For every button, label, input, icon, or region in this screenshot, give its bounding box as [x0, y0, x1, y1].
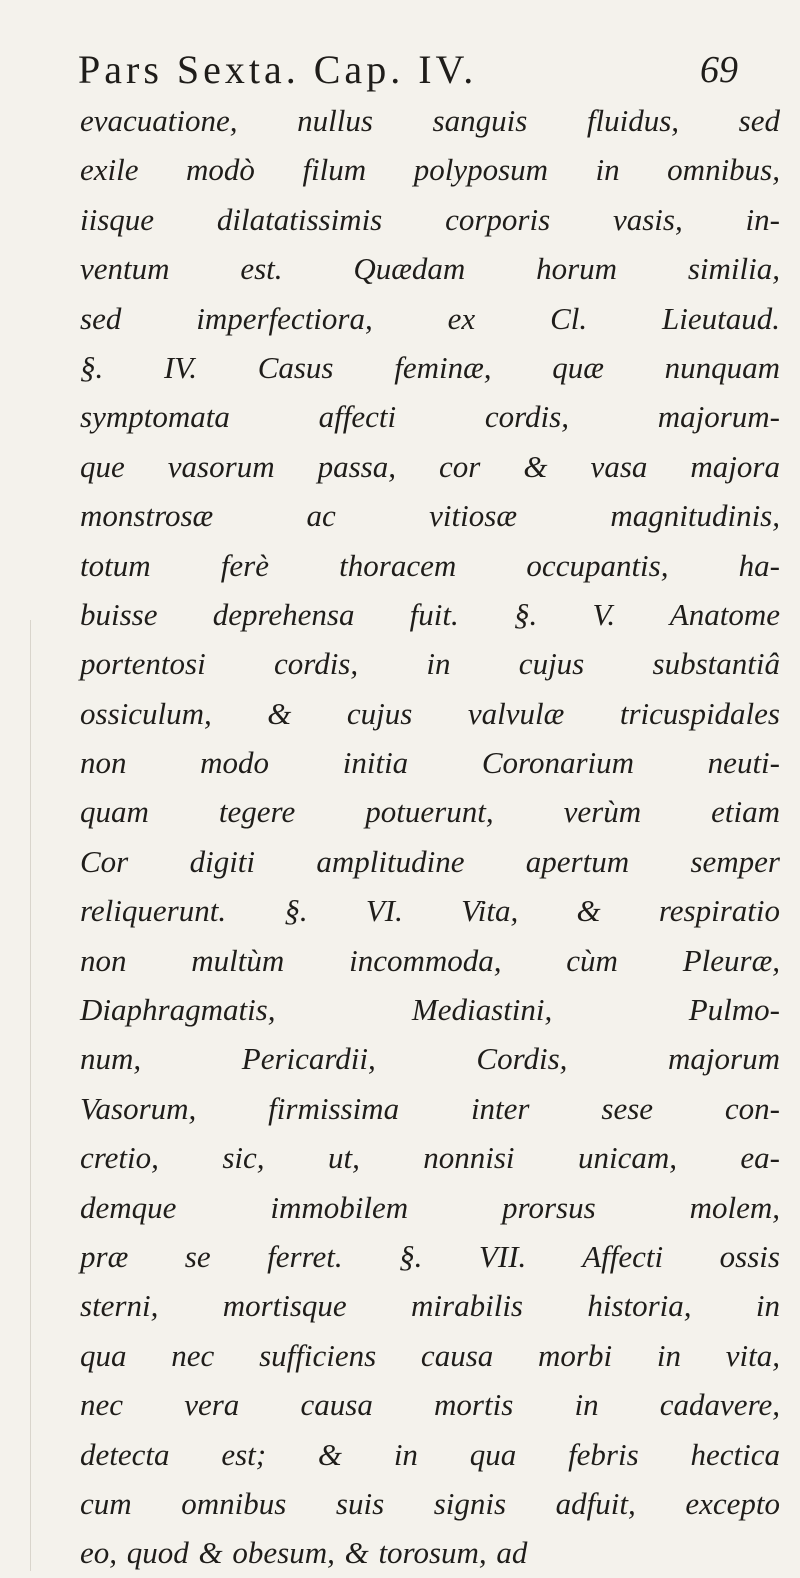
- text-line: que vasorum passa, cor & vasa majora: [80, 448, 780, 484]
- body-text: [80, 96, 780, 1578]
- text-line: sed imperfectiora, ex Cl. Lieutaud.: [80, 300, 780, 336]
- text-line: cum omnibus suis signis adfuit, excepto: [80, 1485, 780, 1521]
- text-line: nec vera causa mortis in cadavere,: [80, 1387, 780, 1423]
- text-line: exile modò filum polyposum in omnibus,: [80, 152, 780, 188]
- text-line: ossiculum, & cujus valvulæ tricuspidales: [80, 695, 780, 731]
- text-line: portentosi cordis, in cujus substantiâ: [80, 646, 780, 682]
- text-line: detecta est; & in qua febris hectica: [80, 1436, 780, 1472]
- text-line: iisque dilatatissimis corporis vasis, in-: [80, 201, 780, 237]
- text-line: eo, quod & obesum, & torosum, ad: [80, 1535, 528, 1571]
- running-head: Pars Sexta. Cap. IV.: [78, 47, 478, 92]
- text-line: cretio, sic, ut, nonnisi unicam, ea-: [80, 1140, 780, 1176]
- text-line: sterni, mortisque mirabilis historia, in: [80, 1288, 780, 1324]
- text-line: symptomata affecti cordis, majorum-: [80, 399, 780, 435]
- page-number: 69: [700, 49, 738, 91]
- text-line: reliquerunt. §. VI. Vita, & respiratio: [80, 893, 780, 929]
- text-line: qua nec sufficiens causa morbi in vita,: [80, 1337, 780, 1373]
- text-line: monstrosæ ac vitiosæ magnitudinis,: [80, 498, 780, 534]
- text-line: præ se ferret. §. VII. Affecti ossis: [80, 1238, 780, 1274]
- text-line: buisse deprehensa fuit. §. V. Anatome: [80, 596, 780, 632]
- text-line: non modo initia Coronarium neuti-: [80, 745, 780, 781]
- text-line: totum ferè thoracem occupantis, ha-: [80, 547, 780, 583]
- text-line: ventum est. Quædam horum similia,: [80, 251, 780, 287]
- text-line: §. IV. Casus feminæ, quæ nunquam: [80, 349, 780, 385]
- text-line: Diaphragmatis, Mediastini, Pulmo-: [80, 992, 780, 1028]
- text-line: num, Pericardii, Cordis, majorum: [80, 1041, 780, 1077]
- text-line: Cor digiti amplitudine apertum semper: [80, 843, 780, 879]
- text-line: non multùm incommoda, cùm Pleuræ,: [80, 942, 780, 978]
- text-line: Vasorum, firmissima inter sese con-: [80, 1090, 780, 1126]
- page-edge-shadow: [30, 620, 31, 1571]
- text-line: evacuatione, nullus sanguis fluidus, sed: [80, 103, 780, 138]
- text-line: quam tegere potuerunt, verùm etiam: [80, 794, 780, 830]
- text-line: demque immobilem prorsus molem,: [80, 1189, 780, 1225]
